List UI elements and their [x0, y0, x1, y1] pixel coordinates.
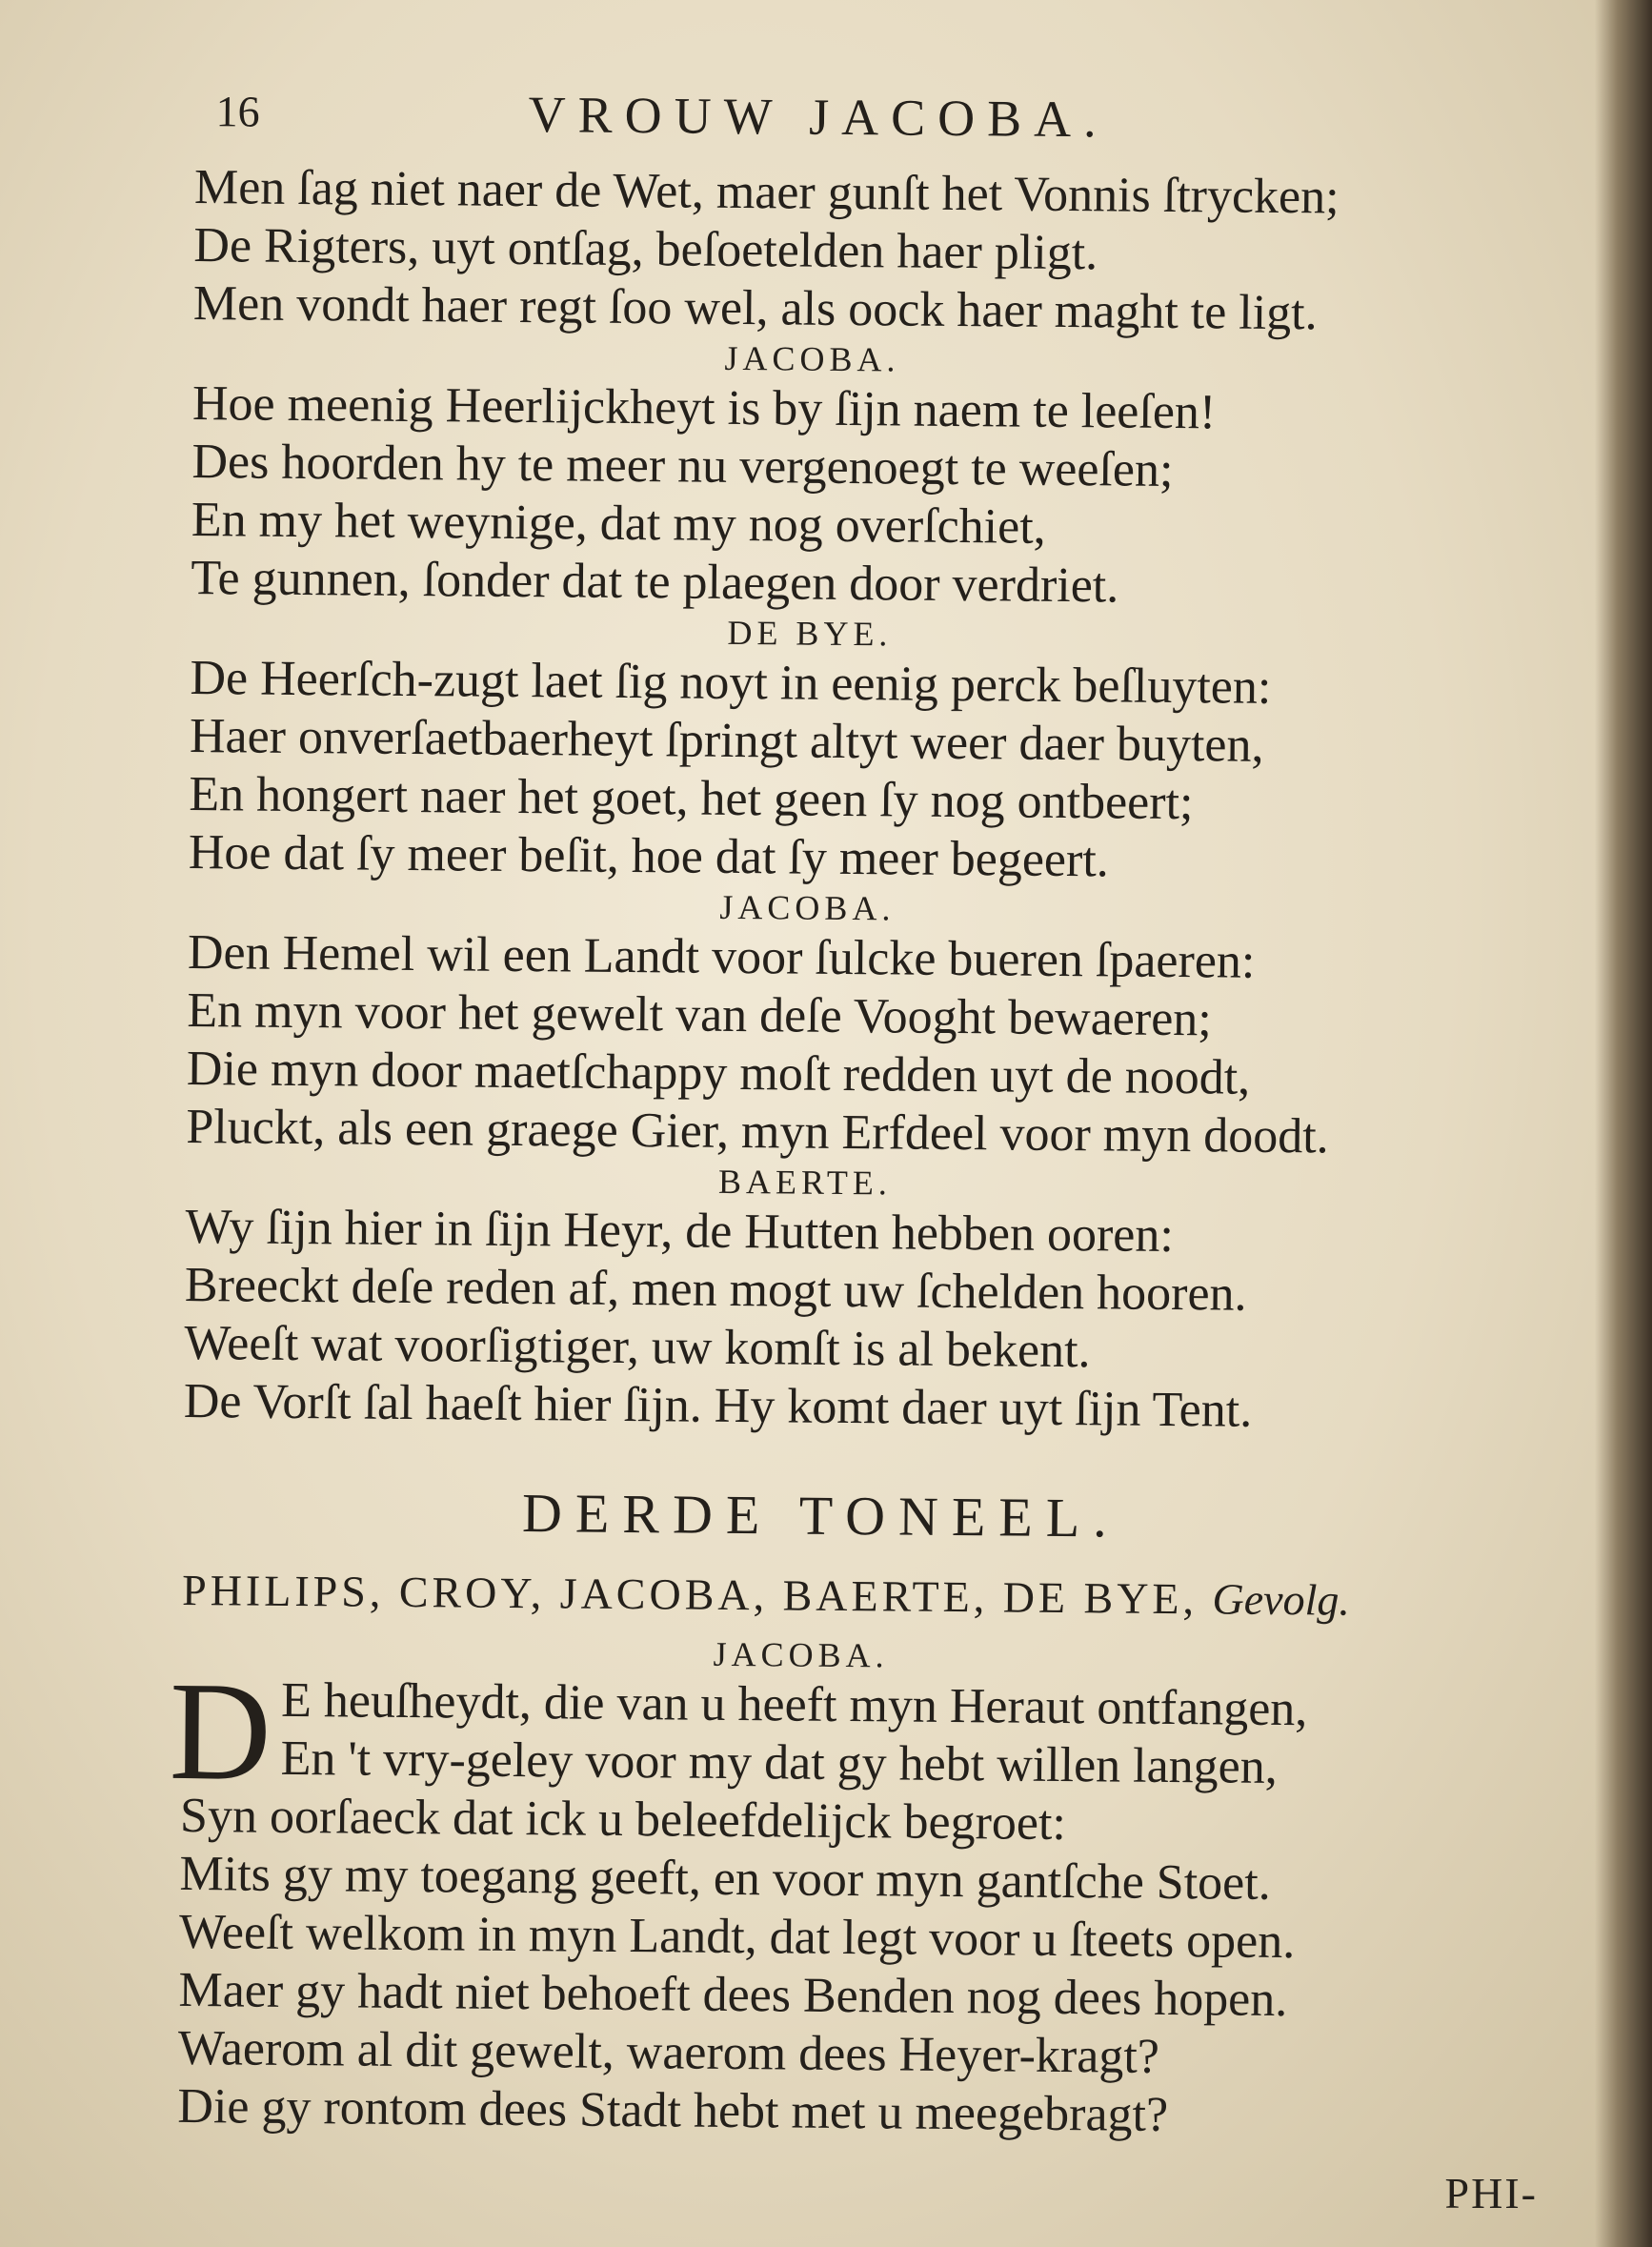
verse-line: Weeſt wat voorſigtiger, uw komſt is al bekent.	[184, 1315, 1091, 1379]
cast-suffix: Gevolg.	[1212, 1574, 1351, 1625]
catchword: PHI-	[1444, 2169, 1538, 2217]
verse-line: Hoe meenig Heerlijckheyt is by ſijn naem te leeſen!	[191, 375, 1217, 440]
verse-line: Weeſt welkom in myn Landt, dat legt voor u ſteets open.	[178, 1904, 1296, 1970]
verse-line: E heuſheydt, die van u heeft myn Heraut ontfangen,	[280, 1672, 1308, 1737]
cast-list	[182, 1552, 1555, 1641]
speaker-label: DE BYE.	[727, 613, 893, 654]
verse-line: Syn oorſaeck dat ick u beleefdelijck begroet:	[179, 1788, 1067, 1852]
verse-line: Men ſag niet naer de Wet, maer gunſt het Vonnis ſtrycken;	[193, 159, 1340, 225]
verse-block-1	[193, 158, 1567, 345]
speaker-label: BAERTE.	[717, 1162, 892, 1203]
verse-line: Hoe dat ſy meer beſit, hoe dat ſy meer begeert.	[188, 824, 1110, 888]
page-gutter-shadow	[1595, 0, 1652, 2247]
verse-line: Des hoorden hy te meer nu vergenoegt te weeſen;	[191, 434, 1174, 497]
verse-line: Die myn door maetſchappy moſt redden uyt de noodt,	[186, 1041, 1251, 1105]
verse-block-3	[189, 649, 1562, 894]
verse-line: Pluckt, als een graege Gier, myn Erfdeel voor myn doodt.	[186, 1099, 1329, 1164]
verse-line: De Vorſt ſal haeſt hier ſijn. Hy komt daer uyt ſijn Tent.	[183, 1373, 1253, 1438]
verse-line: Maer gy hadt niet behoeft dees Benden nog dees hopen.	[178, 1962, 1288, 2028]
verse-line: Haer onverſaetbaerheyt ſpringt altyt weer daer buyten,	[189, 708, 1264, 773]
verse-line: Mits gy my toegang geeft, en voor myn gantſche Stoet.	[179, 1846, 1271, 1911]
speaker-label: JACOBA.	[724, 338, 900, 379]
verse-line: Waerom al dit gewelt, waerom dees Heyer-kragt?	[177, 2020, 1160, 2084]
verse-block-2	[191, 374, 1564, 619]
running-title: VROUW JACOBA.	[528, 86, 1109, 149]
verse-line: Men vondt haer regt ſoo wel, als oock haer maght te ligt.	[192, 275, 1318, 341]
verse-line: En 't vry-geley voor my dat gy hebt willen langen,	[280, 1731, 1279, 1794]
speaker-label: JACOBA.	[719, 887, 896, 928]
verse-line: En myn voor het gewelt van deſe Vooght bewaeren;	[187, 982, 1212, 1047]
scene-title: DERDE TONEEL.	[521, 1482, 1120, 1549]
verse-line: Die gy rontom dees Stadt hebt met u meegebragt?	[177, 2078, 1169, 2142]
verse-block-4	[186, 923, 1560, 1168]
page-number: 16	[215, 87, 260, 136]
drop-cap: D	[169, 1652, 272, 1811]
verse-line: Wy ſijn hier in ſijn Heyr, de Hutten hebben ooren:	[185, 1199, 1175, 1264]
verse-block-5	[184, 1198, 1558, 1443]
verse-line: De Heerſch-zugt laet ſig noyt in eenig perck beſluyten:	[190, 650, 1272, 715]
verse-line: En my het weynige, dat my nog overſchiet,	[191, 492, 1046, 555]
verse-line: En hongert naer het goet, het geen ſy nog ontbeert;	[189, 766, 1194, 831]
verse-line: Breeckt deſe reden af, men mogt uw ſchelden hooren.	[184, 1257, 1247, 1322]
page-header	[194, 76, 1567, 171]
verse-line: De Rigters, uyt ontſag, beſoetelden haer pligt.	[193, 217, 1098, 281]
speaker-label: JACOBA.	[713, 1634, 889, 1675]
page-content	[169, 76, 1567, 2147]
cast-names: PHILIPS, CROY, JACOBA, BAERTE, DE BYE,	[181, 1565, 1199, 1624]
verse-line: Den Hemel wil een Landt voor ſulcke bueren ſpaeren:	[187, 924, 1256, 989]
verse-line: Te gunnen, ſonder dat te plaegen door verdriet.	[191, 550, 1119, 614]
